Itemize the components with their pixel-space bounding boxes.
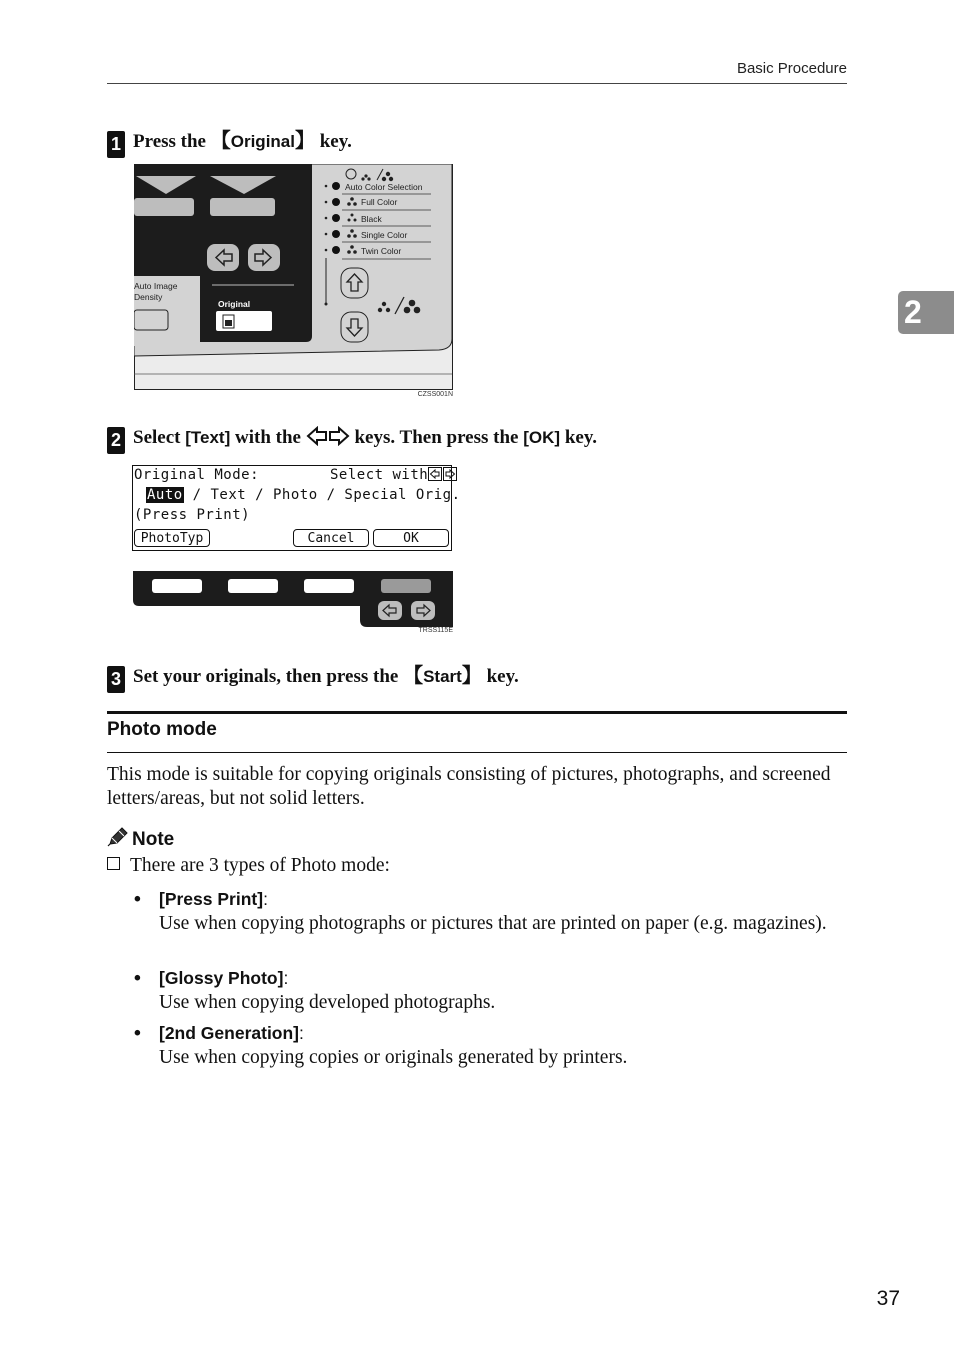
note-heading: Note — [107, 827, 174, 851]
keybar-right-arrow-icon — [411, 601, 435, 620]
step-2 — [107, 426, 597, 454]
left-right-arrow-keys-icon — [306, 426, 350, 446]
lcd-mode-options — [146, 487, 461, 503]
left-arrow-key-icon — [207, 244, 239, 271]
auto-image-density-label-2: Density — [134, 292, 163, 302]
step-2-end: key. — [560, 427, 598, 448]
auto-image-density-key — [134, 310, 168, 330]
lcd-press-print: (Press Print) — [134, 507, 251, 523]
note-item: There are 3 types of Photo mode: — [107, 855, 390, 877]
lcd-option-auto-selected[interactable]: Auto — [147, 487, 183, 503]
selection-key-2 — [228, 579, 278, 593]
step-2-number: 2 — [107, 427, 125, 454]
step-2-post: keys. Then press the — [349, 427, 524, 448]
step-2-mid: with the — [230, 427, 306, 448]
panel-key-2 — [210, 198, 275, 216]
step-1-post: key. — [314, 131, 352, 152]
figure-code-2: TRSS115E — [418, 627, 453, 634]
step-3-pre: Set your originals, then press the — [133, 666, 404, 687]
auto-image-density-label-1: Auto Image — [134, 281, 178, 291]
lcd-display — [132, 465, 461, 551]
selection-key-4 — [381, 579, 431, 593]
press-print-description: Use when copying photographs or pictures that are printed on paper (e.g. magazines). — [159, 913, 827, 934]
lcd-option-list: / Text / Photo / Special Orig. — [183, 487, 461, 503]
step-1-number: 1 — [107, 131, 125, 158]
keybar-left-arrow-icon — [378, 601, 402, 620]
2nd-generation-key-label: [2nd Generation] — [159, 1023, 300, 1043]
chapter-tab: 2 — [898, 291, 954, 334]
ok-button[interactable]: OK — [373, 529, 449, 547]
step-1 — [107, 124, 352, 158]
panel-key-1 — [134, 198, 194, 216]
lcd-title: Original Mode: — [134, 467, 260, 483]
step-1-pre: Press the — [133, 131, 211, 152]
page-number: 37 — [876, 1287, 900, 1310]
control-panel-illustration — [134, 164, 453, 390]
2nd-generation-description: Use when copying copies or originals generated by printers. — [159, 1047, 628, 1068]
selection-key-3 — [304, 579, 354, 593]
step-1-bracket-open: 【 — [210, 130, 231, 152]
svg-text:Auto Color Selection: Auto Color Selection — [345, 182, 423, 192]
section-rule-bottom — [107, 752, 847, 753]
step-3 — [107, 659, 519, 693]
section-rule-top — [107, 711, 847, 714]
running-header: Basic Procedure — [736, 60, 847, 77]
svg-text:Full Color: Full Color — [361, 197, 398, 207]
svg-text:Twin Color: Twin Color — [361, 246, 402, 256]
press-print-key-label: [Press Print] — [159, 889, 264, 909]
section-intro: This mode is suitable for copying originals consisting of pictures, photographs, and screened letters/areas, but not solid letters. — [107, 764, 831, 809]
bullet-icon: • — [134, 1022, 141, 1044]
bullet-icon: • — [134, 967, 141, 989]
original-key-label: Original — [230, 132, 295, 151]
start-key-label: Start — [423, 667, 462, 686]
bullet-icon: • — [134, 888, 141, 910]
selection-key-1 — [152, 579, 202, 593]
up-arrow-key-icon — [341, 268, 368, 298]
glossy-photo-key-label: [Glossy Photo] — [159, 968, 284, 988]
step-3-number: 3 — [107, 666, 125, 693]
section-title: Photo mode — [107, 719, 217, 740]
down-arrow-key-icon — [341, 312, 368, 342]
checkbox-icon — [107, 857, 120, 870]
ok-key-label: [OK] — [523, 428, 561, 447]
step-3-bracket-close: 】 — [461, 665, 482, 687]
svg-text:Single Color: Single Color — [361, 230, 408, 240]
lcd-select-with: Select with — [330, 467, 457, 483]
step-1-bracket-close: 】 — [294, 130, 315, 152]
cancel-button[interactable]: Cancel — [293, 529, 369, 547]
header-rule — [107, 83, 847, 84]
lcd-key-bar-illustration — [133, 571, 453, 627]
pencil-note-icon — [107, 827, 129, 847]
glossy-photo-description: Use when copying developed photographs. — [159, 992, 496, 1013]
right-arrow-key-icon — [248, 244, 280, 271]
original-key-caption: Original — [218, 299, 251, 309]
figure-code-1: CZSS001N — [417, 391, 453, 398]
lcd-arrow-keys-icon — [428, 467, 457, 481]
text-key-label: [Text] — [185, 428, 231, 447]
step-3-bracket-open: 【 — [403, 665, 424, 687]
step-2-pre: Select — [133, 427, 186, 448]
svg-text:Black: Black — [361, 214, 382, 224]
step-3-post: key. — [481, 666, 519, 687]
phototyp-button[interactable]: PhotoTyp — [134, 529, 210, 547]
